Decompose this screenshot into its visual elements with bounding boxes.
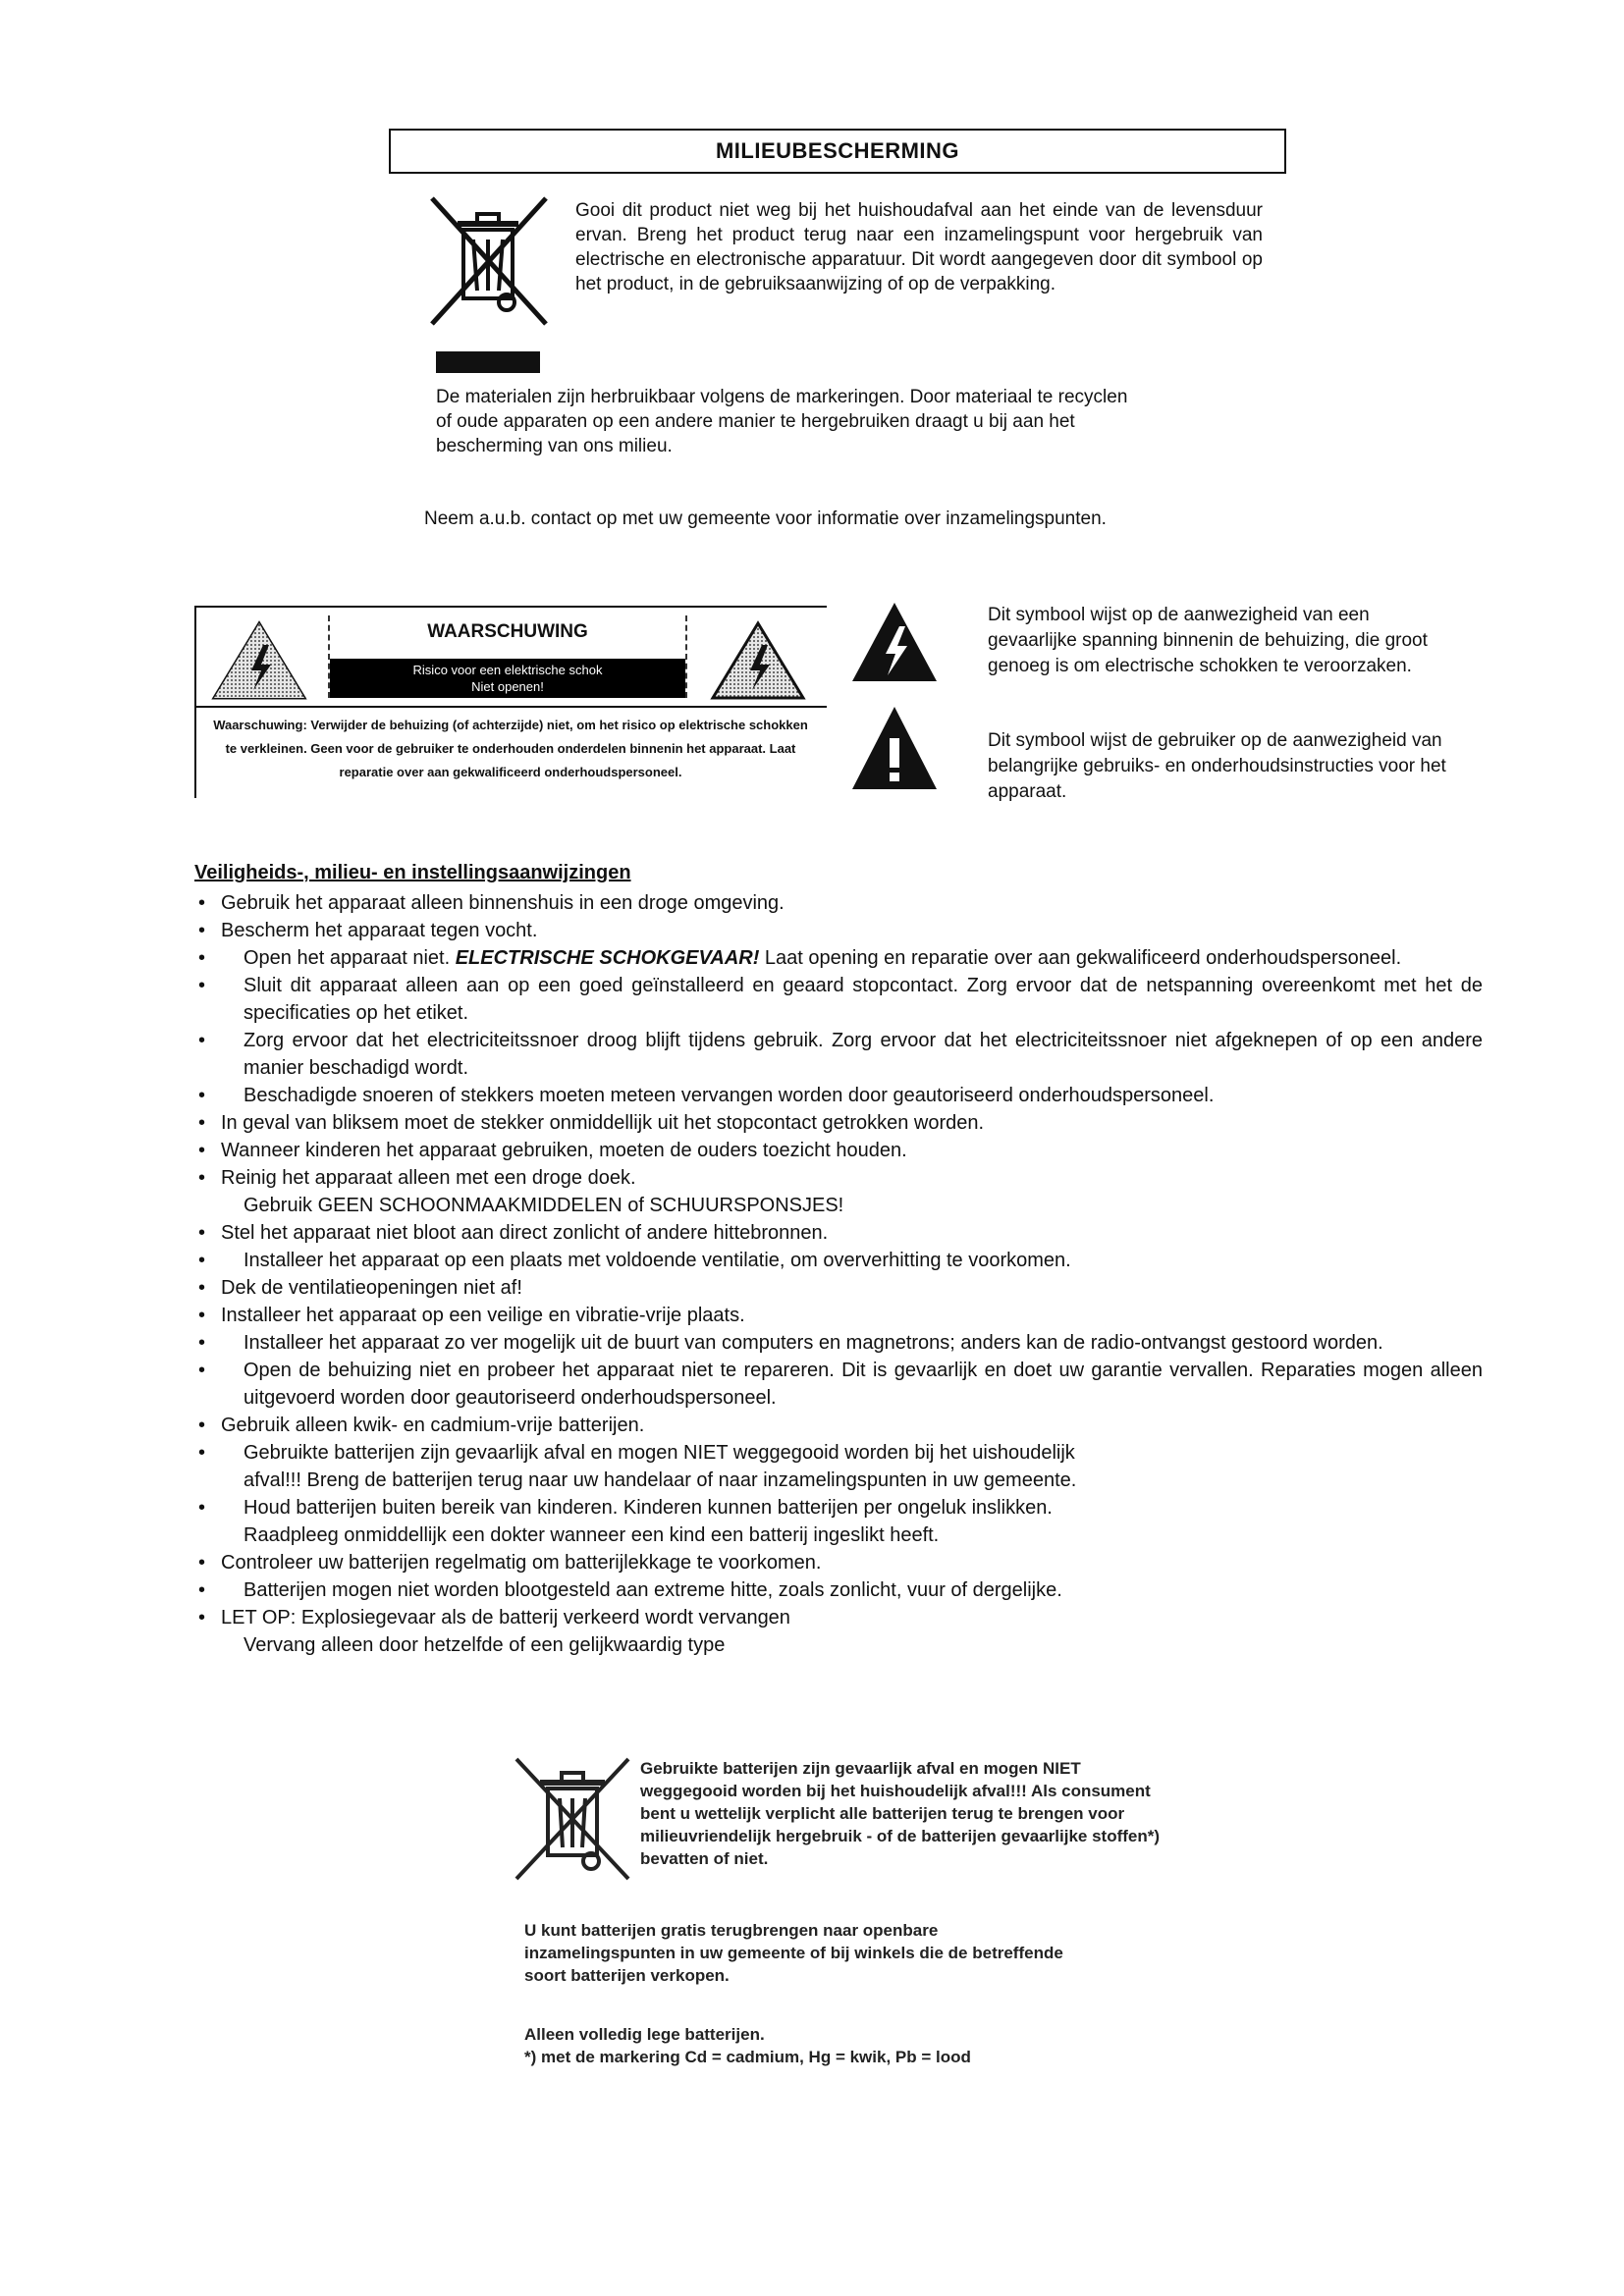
milieu-paragraph-3: Neem a.u.b. contact op met uw gemeente voor informatie over inzamelingspunten. — [424, 508, 1107, 529]
list-item: • Wanneer kinderen het apparaat gebruiken, moeten de ouders toezicht houden. — [198, 1140, 907, 1161]
list-item: • Gebruik het apparaat alleen binnenshuis in een droge omgeving. — [198, 892, 785, 914]
list-item: • Installeer het apparaat op een veilige en vibratie-vrije plaats. — [198, 1305, 745, 1326]
list-item: • LET OP: Explosiegevaar als de batterij verkeerd wordt vervangen Vervang alleen door hetzelfde of een gelijkwaardig type — [198, 1607, 790, 1656]
list-item: • Installeer het apparaat op een plaats met voldoende ventilatie, om oververhitting te voorkomen. — [198, 1250, 1071, 1271]
warning-inner-panel — [328, 615, 687, 698]
shock-hazard-highlight: ELECTRISCHE SCHOKGEVAAR! — [455, 947, 760, 969]
battery-empty-note: Alleen volledig lege batterijen. — [524, 2025, 765, 2044]
exclamation-symbol-text: Dit symbool wijst de gebruiker op de aanwezigheid van belangrijke gebruiks- en onderhoudsinstructies voor het apparaat. — [988, 730, 1446, 802]
list-item: • Controleer uw batterijen regelmatig om batterijlekkage te voorkomen. — [198, 1552, 822, 1574]
milieu-paragraph-1: Gooi dit product niet weg bij het huishoudafval aan het einde van de levensduur ervan. Breng het product terug naar een inzamelingspunt voor hergebruik van electrische en electronische apparatuur. Dit wordt aangegeven door dit symbool op het product, in de gebruiksaanwijzing of op de verpakking. — [575, 200, 1263, 294]
lightning-triangle-icon — [850, 601, 939, 683]
list-item: • Batterijen mogen niet worden blootgesteld aan extreme hitte, zoals zonlicht, vuur of dergelijke. — [198, 1579, 1062, 1601]
milieu-paragraph-2: De materialen zijn herbruikbaar volgens de markeringen. Door materiaal te recyclen of oude apparaten op een andere manier te hergebruiken draagt u bij aan het bescherming van ons milieu. — [436, 387, 1128, 456]
lightning-warning-icon-right — [709, 619, 807, 702]
list-item: • Installeer het apparaat zo ver mogelijk uit de buurt van computers en magnetrons; anders kan de radio-ontvangst gestoord worden. — [198, 1332, 1383, 1354]
list-item: • Gebruikte batterijen zijn gevaarlijk afval en mogen NIET weggegooid worden bij het uishoudelijk afval!!! Breng de batterijen terug naar uw handelaar of naar inzamelingspunten in uw gemeente. — [198, 1442, 1077, 1491]
warning-label — [194, 606, 827, 798]
list-item: • In geval van bliksem moet de stekker onmiddellijk uit het stopcontact getrokken worden. — [198, 1112, 985, 1134]
crossed-bin-icon — [422, 192, 556, 332]
milieu-title: MILIEUBESCHERMING — [389, 129, 1286, 174]
exclamation-triangle-icon — [850, 705, 939, 791]
warning-title: WAARSCHUWING — [427, 621, 588, 642]
list-item: • Gebruik alleen kwik- en cadmium-vrije batterijen. — [198, 1415, 645, 1436]
list-item: • Reinig het apparaat alleen met een droge doek. Gebruik GEEN SCHOONMAAKMIDDELEN of SCHUURSPONSJES! — [198, 1167, 844, 1216]
warning-line-2: Niet openen! — [471, 679, 544, 694]
list-item: • Houd batterijen buiten bereik van kinderen. Kinderen kunnen batterijen per ongeluk inslikken. Raadpleeg onmiddellijk een dokter wanneer een kind een batterij ingeslikt heeft. — [198, 1497, 1053, 1546]
list-item: • Beschadigde snoeren of stekkers moeten meteen vervangen worden door geautoriseerd onderhoudspersoneel. — [198, 1085, 1215, 1106]
list-item: • Zorg ervoor dat het electriciteitssnoer droog blijft tijdens gebruik. Zorg ervoor dat het electriciteitssnoer niet afgeknepen of op een andere manier beschadigd wordt. — [198, 1030, 1483, 1079]
warning-dark-band — [330, 659, 685, 698]
list-item: • Sluit dit apparaat alleen aan op een goed geïnstalleerd en geaard stopcontact. Zorg ervoor dat de netspanning overeenkomt met het de specificaties op het etiket. — [198, 975, 1483, 1024]
safety-list — [194, 889, 1483, 1659]
list-item: • Open de behuizing niet en probeer het apparaat niet te repareren. Dit is gevaarlijk en doet uw garantie vervallen. Reparaties mogen alleen uitgevoerd worden door geautoriseerd onderhoudspersoneel. — [198, 1360, 1483, 1409]
lightning-symbol-text: Dit symbool wijst op de aanwezigheid van een gevaarlijke spanning binnenin de behuizing, die groot genoeg is om electrische schokken te veroorzaken. — [988, 605, 1428, 676]
battery-crossed-bin-icon — [509, 1753, 636, 1887]
battery-paragraph-1: Gebruikte batterijen zijn gevaarlijk afval en mogen NIET weggegooid worden bij het huishoudelijk afval!!! Als consument bent u wettelijk verplicht alle batterijen terug te brengen voor milieuvriendelijk hergebruik - of de batterijen gevaarlijke stoffen*) bevatten of niet. — [640, 1759, 1161, 1868]
list-item: • Stel het apparaat niet bloot aan direct zonlicht of andere hittebronnen. — [198, 1222, 829, 1244]
lightning-warning-icon-left — [210, 619, 308, 702]
safety-heading: Veiligheids-, milieu- en instellingsaanwijzingen — [194, 862, 631, 883]
battery-paragraph-2: U kunt batterijen gratis terugbrengen naar openbare inzamelingspunten in uw gemeente of bij winkels die de betreffende soort batterijen verkopen. — [524, 1921, 1063, 1985]
warning-line-1: Risico voor een elektrische schok — [412, 663, 603, 677]
battery-paragraph-3 — [524, 2023, 1074, 2068]
black-bar — [436, 351, 540, 373]
list-item: • Dek de ventilatieopeningen niet af! — [198, 1277, 522, 1299]
list-item: • Bescherm het apparaat tegen vocht. — [198, 920, 538, 941]
warning-text: Waarschuwing: Verwijder de behuizing (of achterzijde) niet, om het risico op elektrische schokken te verkleinen. Geen voor de gebruiker te onderhouden onderdelen binnenin het apparaat. Laat reparatie over aan gekwalificeerd onderhoudspersoneel. — [213, 718, 808, 779]
battery-marking-note: *) met de markering Cd = cadmium, Hg = kwik, Pb = lood — [524, 2048, 971, 2066]
list-item: • Open het apparaat niet. ELECTRISCHE SCHOKGEVAAR! Laat opening en reparatie over aan gekwalificeerd onderhoudspersoneel. — [198, 947, 1402, 969]
